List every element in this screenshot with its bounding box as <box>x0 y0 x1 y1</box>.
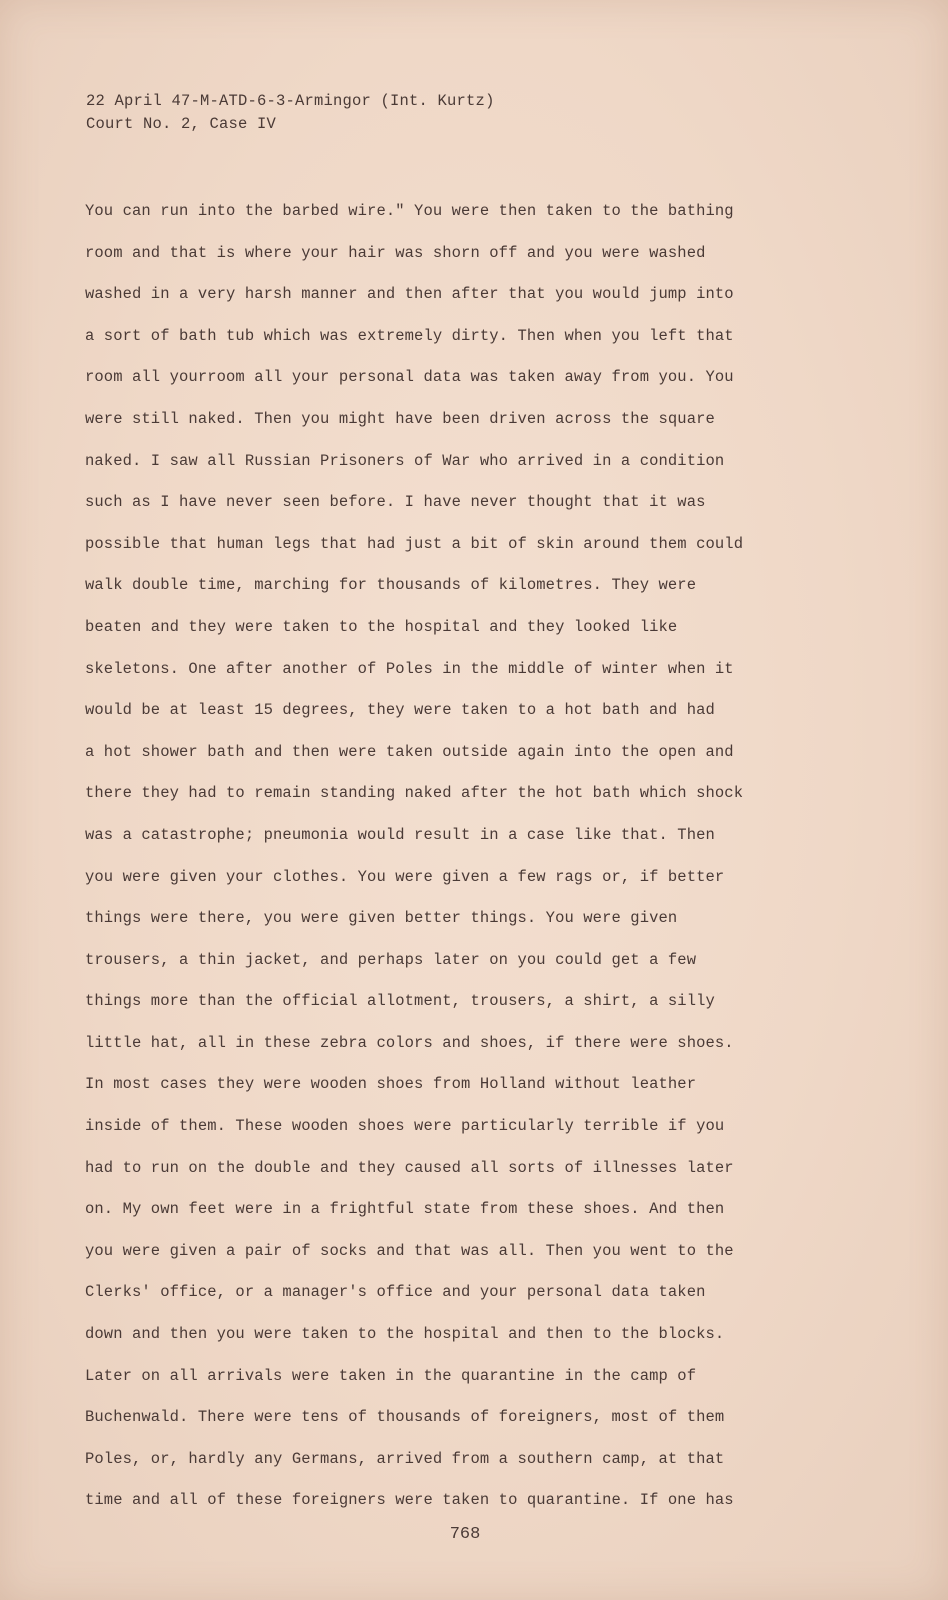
text-line: Buchenwald. There were tens of thousands of foreigners, most of them <box>85 1408 725 1427</box>
text-line: was a catastrophe; pneumonia would result in a case like that. Then <box>85 825 715 844</box>
testimony-body <box>85 191 915 1522</box>
text-line: little hat, all in these zebra colors and shoes, if there were shoes. <box>85 1033 734 1052</box>
text-line: Later on all arrivals were taken in the quarantine in the camp of <box>85 1366 697 1385</box>
text-line: naked. I saw all Russian Prisoners of War who arrived in a condition <box>85 451 725 470</box>
text-line: down and then you were taken to the hospital and then to the blocks. <box>85 1325 725 1344</box>
text-line: things more than the official allotment, trousers, a shirt, a silly <box>85 992 715 1011</box>
text-line: washed in a very harsh manner and then after that you would jump into <box>85 285 734 304</box>
text-line: had to run on the double and they caused all sorts of illnesses later <box>85 1158 734 1177</box>
text-line: things were there, you were given better things. You were given <box>85 909 678 928</box>
text-line: You can run into the barbed wire." You were then taken to the bathing <box>85 202 734 220</box>
document-header <box>86 90 495 136</box>
text-line: walk double time, marching for thousands of kilometres. They were <box>85 576 697 595</box>
text-line: such as I have never seen before. I have never thought that it was <box>85 493 706 512</box>
text-line: room and that is where your hair was shorn off and you were washed <box>85 243 706 262</box>
text-line: were still naked. Then you might have been driven across the square <box>85 409 715 428</box>
text-line: beaten and they were taken to the hospital and they looked like <box>85 617 678 636</box>
text-line: you were given your clothes. You were given a few rags or, if better <box>85 867 725 886</box>
text-line: In most cases they were wooden shoes from Holland without leather <box>85 1075 697 1094</box>
text-line: there they had to remain standing naked after the hot bath which shock <box>85 784 744 803</box>
text-line: trousers, a thin jacket, and perhaps later on you could get a few <box>85 950 697 969</box>
text-line: Poles, or, hardly any Germans, arrived from a southern camp, at that <box>85 1449 725 1468</box>
header-date-reference: 22 April 47-M-ATD-6-3-Armingor (Int. Kurtz) <box>86 92 495 110</box>
text-line: possible that human legs that had just a bit of skin around them could <box>85 534 744 553</box>
text-line: time and all of these foreigners were taken to quarantine. If one has <box>85 1491 734 1510</box>
text-line: skeletons. One after another of Poles in the middle of winter when it <box>85 659 734 678</box>
text-line: you were given a pair of socks and that was all. Then you went to the <box>85 1241 734 1260</box>
text-line: would be at least 15 degrees, they were taken to a hot bath and had <box>85 701 715 720</box>
page-number: 768 <box>449 1525 481 1544</box>
text-line: inside of them. These wooden shoes were particularly terrible if you <box>85 1117 725 1136</box>
header-court-case: Court No. 2, Case IV <box>86 115 277 133</box>
text-line: room all yourroom all your personal data was taken away from you. You <box>85 368 734 387</box>
text-line: a hot shower bath and then were taken outside again into the open and <box>85 742 734 761</box>
text-line: on. My own feet were in a frightful state from these shoes. And then <box>85 1200 725 1219</box>
text-line: a sort of bath tub which was extremely dirty. Then when you left that <box>85 326 734 345</box>
text-line: Clerks' office, or a manager's office and your personal data taken <box>85 1283 706 1302</box>
